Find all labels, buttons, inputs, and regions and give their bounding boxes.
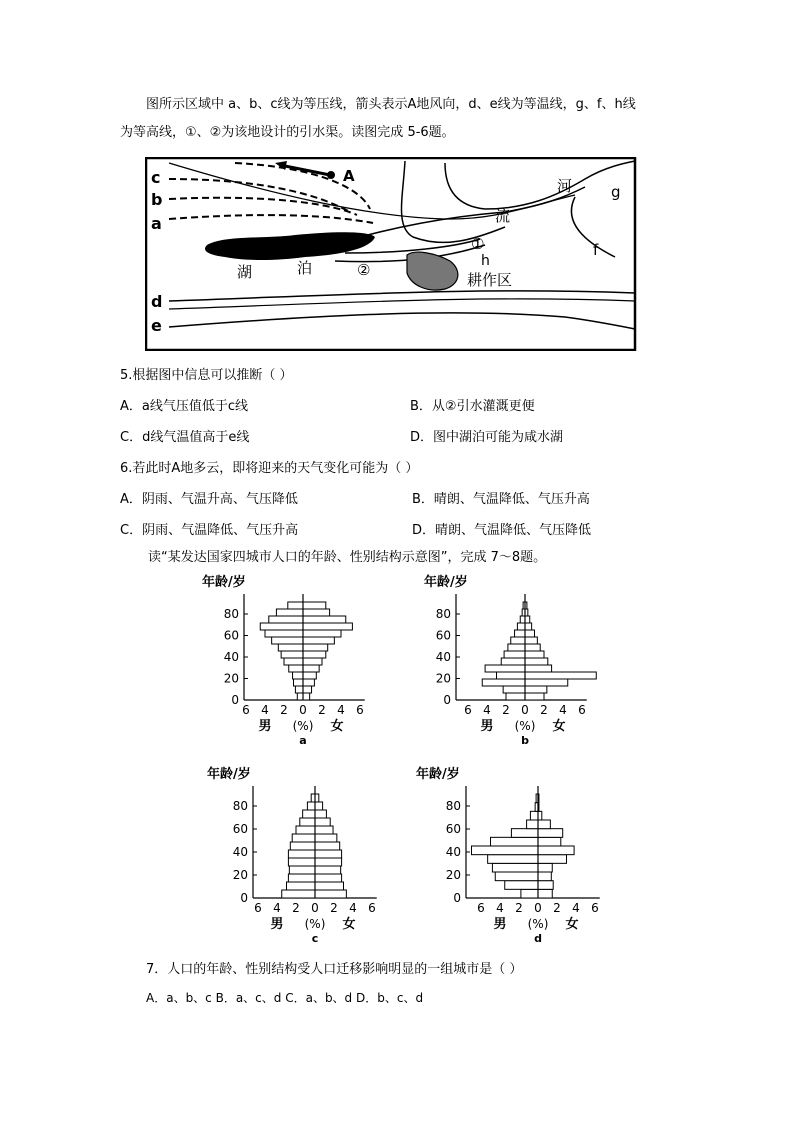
pct-label: (%) (514, 719, 536, 733)
isotherm-e (169, 313, 635, 329)
label-a: a (151, 214, 162, 233)
x-tick-label: 6 (591, 901, 599, 915)
q6-option-b: B．晴朗、气温降低、气压升高 (412, 492, 590, 507)
male-bar (482, 679, 525, 686)
male-bar (472, 846, 539, 855)
x-tick-label: 2 (280, 703, 288, 717)
y-tick-label: 20 (232, 868, 248, 882)
label-river2: 流 (495, 207, 511, 225)
female-bar (538, 881, 553, 890)
isobar-map-figure (145, 157, 637, 351)
male-bar (492, 863, 538, 872)
isobar-b (169, 198, 357, 215)
q5-option-a: A．a线气压值低于c线 (120, 399, 249, 414)
contour-h (402, 161, 506, 242)
river (345, 187, 585, 241)
female-bar (315, 818, 330, 826)
male-bar (505, 881, 538, 890)
male-bar (508, 644, 525, 651)
male-bar (300, 818, 315, 826)
female-label: 女 (342, 917, 356, 932)
female-bar (538, 855, 567, 864)
farmland (407, 252, 458, 290)
x-tick-label: 6 (242, 703, 250, 717)
male-bar (504, 651, 525, 658)
x-tick-label: 2 (515, 901, 523, 915)
male-bar (288, 874, 315, 882)
female-bar (303, 658, 322, 665)
male-bar (506, 693, 525, 700)
intro-line-1: 图所示区域中 a、b、c线为等压线，箭头表示A地风向，d、e线为等温线，g、f、h线 (146, 97, 636, 112)
intro-line-2: 为等高线，①、②为该地设计的引水渠。读图完成 5-6题。 (120, 125, 455, 140)
male-bar (497, 672, 526, 679)
y-tick-label: 0 (453, 891, 461, 905)
x-tick-label: 0 (534, 901, 542, 915)
age-axis-label: 年龄/岁 (207, 767, 251, 782)
age-axis-label: 年龄/岁 (424, 575, 468, 590)
x-tick-label: 2 (540, 703, 548, 717)
male-bar (288, 602, 303, 609)
female-bar (525, 616, 530, 623)
male-label: 男 (258, 719, 272, 734)
y-tick-label: 0 (443, 693, 451, 707)
male-bar (294, 679, 304, 686)
male-bar (287, 882, 316, 890)
pct-label: (%) (527, 917, 549, 931)
female-bar (525, 623, 532, 630)
male-bar (272, 637, 303, 644)
label-e: e (151, 316, 162, 335)
male-bar (282, 890, 315, 898)
y-tick-label: 80 (435, 607, 451, 621)
label-h: h (481, 253, 490, 269)
label-f: f (593, 241, 599, 259)
x-tick-label: 2 (292, 901, 300, 915)
pyramid-caption: c (311, 932, 319, 944)
male-bar (511, 829, 538, 838)
y-tick-label: 80 (223, 607, 239, 621)
male-bar (517, 623, 525, 630)
male-bar (260, 623, 303, 630)
y-tick-label: 20 (445, 868, 461, 882)
x-tick-label: 2 (318, 703, 326, 717)
male-label: 男 (493, 917, 507, 932)
y-tick-label: 0 (240, 891, 248, 905)
female-label: 女 (565, 917, 579, 932)
q5-option-d: D．图中湖泊可能为咸水湖 (410, 430, 564, 445)
male-bar (501, 658, 525, 665)
male-bar (491, 837, 539, 846)
q7-stem: 7．人口的年龄、性别结构受人口迁移影响明显的一组城市是（ ） (146, 962, 523, 977)
female-bar (538, 829, 563, 838)
q6-option-d: D．晴朗、气温降低、气压降低 (412, 523, 592, 538)
label-A: A (343, 167, 355, 185)
female-bar (303, 637, 334, 644)
female-bar (315, 810, 326, 818)
female-bar (315, 882, 344, 890)
female-bar (538, 820, 550, 829)
female-bar (315, 858, 342, 866)
wind-arrow (280, 165, 330, 175)
female-bar (525, 658, 548, 665)
male-bar (485, 665, 525, 672)
pyramid-c (205, 764, 385, 944)
x-tick-label: 6 (254, 901, 262, 915)
male-label: 男 (480, 719, 494, 734)
male-bar (288, 850, 315, 858)
lake (205, 232, 375, 260)
x-tick-label: 4 (496, 901, 504, 915)
male-label: 男 (270, 917, 284, 932)
y-tick-label: 80 (232, 799, 248, 813)
male-bar (265, 630, 303, 637)
male-bar (530, 811, 538, 820)
male-bar (295, 686, 303, 693)
pyramid-d (414, 764, 614, 944)
female-bar (315, 874, 342, 882)
x-tick-label: 6 (578, 703, 586, 717)
male-bar (269, 616, 303, 623)
female-bar (303, 693, 310, 700)
male-bar (284, 658, 303, 665)
label-b: b (151, 190, 163, 209)
x-tick-label: 2 (502, 703, 510, 717)
x-tick-label: 4 (483, 703, 491, 717)
female-bar (303, 616, 346, 623)
y-tick-label: 40 (445, 845, 461, 859)
female-bar (315, 826, 333, 834)
female-label: 女 (330, 719, 344, 734)
x-tick-label: 6 (477, 901, 485, 915)
male-bar (520, 616, 525, 623)
female-bar (315, 890, 346, 898)
female-bar (525, 651, 544, 658)
label-canal1: ① (471, 235, 485, 253)
male-bar (521, 889, 538, 898)
label-c: c (151, 168, 161, 187)
female-bar (315, 802, 323, 810)
x-tick-label: 6 (464, 703, 472, 717)
label-lake2: 泊 (297, 259, 313, 277)
male-bar (288, 858, 315, 866)
contour-g (445, 161, 635, 209)
x-tick-label: 4 (337, 703, 345, 717)
x-tick-label: 0 (521, 703, 529, 717)
female-bar (525, 693, 544, 700)
male-bar (292, 834, 315, 842)
pyramid-caption: b (521, 734, 529, 744)
pct-label: (%) (292, 719, 314, 733)
female-bar (303, 679, 314, 686)
male-bar (511, 637, 525, 644)
female-bar (525, 665, 552, 672)
female-bar (538, 889, 552, 898)
female-bar (538, 837, 561, 846)
y-tick-label: 60 (435, 628, 451, 643)
x-tick-label: 4 (273, 901, 281, 915)
female-bar (303, 686, 312, 693)
x-tick-label: 0 (299, 703, 307, 717)
y-tick-label: 20 (223, 671, 239, 686)
female-bar (538, 863, 552, 872)
pyramid-b (422, 572, 622, 744)
q6-option-c: C．阴雨、气温降低、气压升高 (120, 523, 299, 538)
female-bar (303, 651, 326, 658)
y-tick-label: 80 (445, 799, 461, 813)
female-bar (525, 686, 547, 693)
female-bar (303, 644, 328, 651)
male-bar (503, 686, 525, 693)
isobar-c (169, 179, 350, 212)
male-bar (303, 810, 315, 818)
female-bar (525, 644, 540, 651)
female-bar (303, 630, 341, 637)
male-bar (289, 866, 315, 874)
intro-2: 读“某发达国家四城市人口的年龄、性别结构示意图”，完成 7～8题。 (148, 550, 547, 565)
female-bar (315, 866, 341, 874)
female-bar (303, 665, 319, 672)
male-bar (281, 651, 303, 658)
y-tick-label: 0 (231, 693, 239, 707)
isotherm-d2 (169, 299, 635, 309)
female-bar (538, 846, 574, 855)
male-bar (278, 644, 303, 651)
male-bar (296, 826, 315, 834)
male-bar (290, 842, 315, 850)
female-bar (525, 672, 596, 679)
female-bar (303, 602, 326, 609)
male-bar (289, 665, 303, 672)
female-bar (303, 623, 352, 630)
male-bar (276, 609, 303, 616)
male-bar (527, 820, 538, 829)
y-tick-label: 40 (435, 650, 451, 664)
q5-option-c: C．d线气温值高于e线 (120, 430, 250, 445)
q7-options: A．a、b、c B．a、c、d C．a、b、d D．b、c、d (146, 991, 424, 1005)
female-bar (525, 637, 537, 644)
isobar-a (169, 215, 373, 223)
y-tick-label: 60 (445, 822, 461, 836)
age-axis-label: 年龄/岁 (202, 575, 246, 590)
q6-stem: 6.若此时A地多云，即将迎来的天气变化可能为（ ） (120, 461, 419, 476)
y-tick-label: 60 (223, 628, 239, 643)
x-tick-label: 2 (330, 901, 338, 915)
y-tick-label: 40 (232, 845, 248, 859)
x-tick-label: 6 (356, 703, 364, 717)
x-tick-label: 4 (572, 901, 580, 915)
female-bar (525, 630, 535, 637)
female-bar (303, 672, 316, 679)
female-label: 女 (552, 719, 566, 734)
q5-option-b: B．从②引水灌溉更便 (410, 399, 535, 414)
q6-option-a: A．阴雨、气温升高、气压降低 (120, 492, 298, 507)
x-tick-label: 4 (261, 703, 269, 717)
female-bar (303, 609, 330, 616)
male-bar (293, 672, 303, 679)
label-d: d (151, 292, 163, 311)
male-bar (297, 693, 303, 700)
female-bar (315, 834, 337, 842)
label-lake1: 湖 (237, 263, 253, 281)
female-bar (315, 842, 340, 850)
pyramid-a (200, 572, 380, 744)
x-tick-label: 4 (349, 901, 357, 915)
label-farm: 耕作区 (467, 271, 513, 289)
x-tick-label: 2 (553, 901, 561, 915)
male-bar (307, 802, 315, 810)
male-bar (515, 630, 525, 637)
y-tick-label: 60 (232, 822, 248, 836)
x-tick-label: 0 (311, 901, 319, 915)
female-bar (525, 679, 568, 686)
pct-label: (%) (304, 917, 326, 931)
male-bar (495, 872, 538, 881)
label-g: g (611, 183, 621, 201)
pyramid-caption: a (299, 734, 307, 744)
pyramid-caption: d (534, 932, 542, 944)
age-axis-label: 年龄/岁 (416, 767, 460, 782)
label-river1: 河 (557, 177, 573, 195)
label-canal2: ② (357, 261, 371, 279)
y-tick-label: 20 (435, 671, 451, 686)
x-tick-label: 4 (559, 703, 567, 717)
female-bar (315, 850, 342, 858)
male-bar (488, 855, 538, 864)
female-bar (538, 872, 551, 881)
y-tick-label: 40 (223, 650, 239, 664)
x-tick-label: 6 (368, 901, 376, 915)
q5-stem: 5.根据图中信息可以推断（ ） (120, 368, 293, 383)
